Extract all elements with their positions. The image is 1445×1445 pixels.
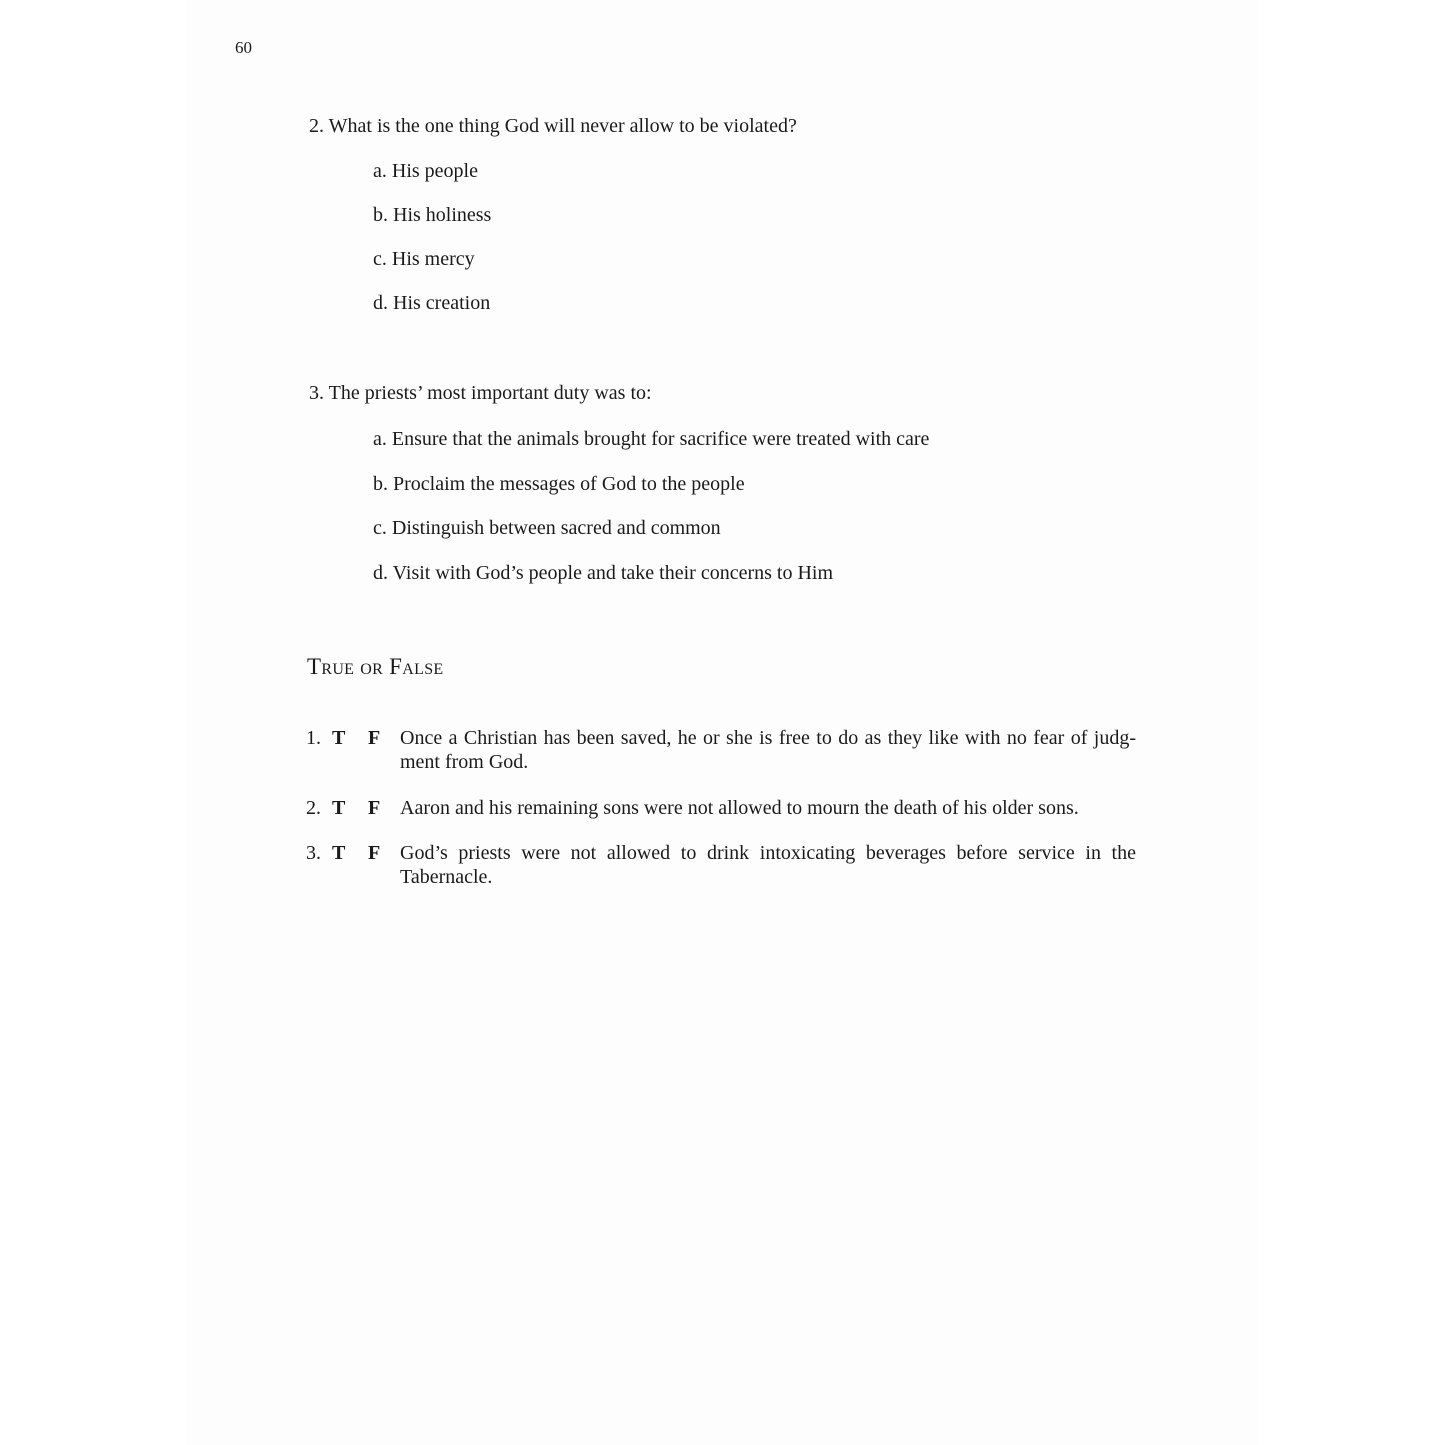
tf-false-option[interactable]: F [368,797,381,819]
true-false-item-2 [306,796,1136,820]
question-2-option-b: b. His holiness [373,204,492,226]
page-sheet [186,0,1258,1445]
question-3-options [373,427,929,605]
question-3-option-c: c. Distinguish between sacred and common [373,517,721,539]
page-number: 60 [235,38,252,57]
tf-item-number: 1. [306,727,321,749]
true-false-item-1 [306,726,1136,774]
question-3-prompt: 3. The priests’ most important duty was to: [309,382,652,404]
question-3-option-a: a. Ensure that the animals brought for sacrifice were treated with care [373,428,930,450]
question-2-option-d: d. His creation [373,292,491,314]
tf-true-option[interactable]: T [332,727,346,749]
tf-statement: Once a Christian has been saved, he or she is free to do as they like with no fear of judg-ment from God. [400,727,1136,773]
tf-item-number: 2. [306,797,321,819]
tf-false-option[interactable]: F [368,727,381,749]
tf-item-number: 3. [306,842,321,864]
question-2-option-c: c. His mercy [373,248,475,270]
question-3-option-d: d. Visit with God’s people and take their concerns to Him [373,561,834,584]
true-false-item-3 [306,841,1136,889]
tf-statement: God’s priests were not allowed to drink intoxicating beverages before service in the Tabernacle. [400,842,1136,888]
tf-statement: Aaron and his remaining sons were not allowed to mourn the death of his older sons. [400,797,1079,819]
question-2-prompt: 2. What is the one thing God will never allow to be violated? [309,115,797,137]
tf-true-option[interactable]: T [332,797,346,819]
question-2-option-a: a. His people [373,160,478,182]
question-3-option-b: b. Proclaim the messages of God to the people [373,472,745,495]
section-heading-true-or-false: True or False [307,654,444,679]
question-2-options [373,159,491,335]
tf-false-option[interactable]: F [368,842,381,864]
tf-true-option[interactable]: T [332,842,346,864]
